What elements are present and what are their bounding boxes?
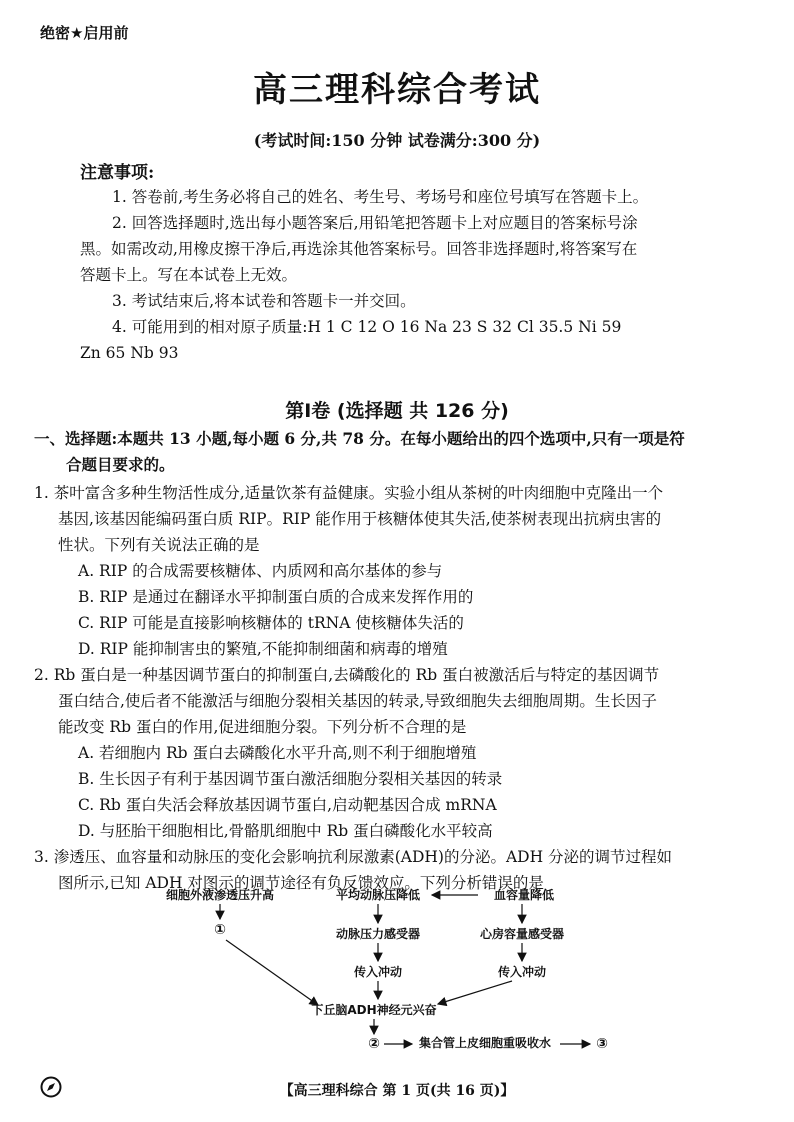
hypothalamus-label: 下丘脑ADH神经元兴奋 [311,1003,437,1017]
node-2-label: ② [368,1036,380,1052]
question-3-stem: 图所示,已知 ADH 对图示的调节途径有负反馈效应。下列分析错误的是 [58,874,544,892]
question-2-stem: 能改变 Rb 蛋白的作用,促进细胞分裂。下列分析不合理的是 [58,718,467,736]
section-instructions: 合题目要求的。 [66,455,175,474]
page-footer: 【高三理科综合 第 1 页(共 16 页)】 [279,1083,515,1099]
afferent-impulse-1-label: 传入冲动 [353,965,403,979]
section-instructions: 一、选择题:本题共 13 小题,每小题 6 分,共 78 分。在每小题给出的四个选项中,只有一项是符 [34,429,685,448]
question-1-option-c: C. RIP 可能是直接影响核糖体的 tRNA 使核糖体失活的 [78,614,464,632]
node-3-label: ③ [596,1036,608,1052]
confidential-label: 绝密★启用前 [40,24,129,42]
question-2-stem: 2. Rb 蛋白是一种基因调节蛋白的抑制蛋白,去磷酸化的 Rb 蛋白被激活后与特定的基因调节 [34,666,660,684]
question-3-stem: 3. 渗透压、血容量和动脉压的变化会影响抗利尿激素(ADH)的分泌。ADH 分泌的调节过程如 [34,848,673,866]
node-1-label: ① [214,922,226,938]
notice-line: 2. 回答选择题时,选出每小题答案后,用铅笔把答题卡上对应题目的答案标号涂 [112,214,638,232]
collecting-duct-label: 集合管上皮细胞重吸收水 [418,1036,552,1050]
osmotic-pressure-label: 细胞外液渗透压升高 [165,888,275,902]
afferent-impulse-2-label: 传入冲动 [497,965,547,979]
question-1-stem: 1. 茶叶富含多种生物活性成分,适量饮茶有益健康。实验小组从茶树的叶肉细胞中克隆出一个 [34,484,664,502]
question-1-stem: 基因,该基因能编码蛋白质 RIP。RIP 能作用于核糖体使其失活,使茶树表现出抗病虫害的 [58,510,662,528]
exam-subtitle: (考试时间:150 分钟 试卷满分:300 分) [253,131,541,150]
notice-line: 3. 考试结束后,将本试卷和答题卡一并交回。 [112,292,416,310]
notice-line: 答题卡上。写在本试卷上无效。 [80,266,298,284]
arrow [438,981,512,1004]
exam-title: 高三理科综合考试 [253,70,541,110]
question-1-option-a: A. RIP 的合成需要核糖体、内质网和高尔基体的参与 [78,562,443,580]
notice-heading: 注意事项: [80,163,155,183]
question-2-option-a: A. 若细胞内 Rb 蛋白去磷酸化水平升高,则不利于细胞增殖 [78,744,477,762]
question-1-stem: 性状。下列有关说法正确的是 [58,536,260,554]
question-2-option-d: D. 与胚胎干细胞相比,骨骼肌细胞中 Rb 蛋白磷酸化水平较高 [78,822,493,840]
mean-pressure-label: 平均动脉压降低 [335,888,421,902]
notice-line: 4. 可能用到的相对原子质量:H 1 C 12 O 16 Na 23 S 32 Cl 35.5 Ni 59 [112,318,622,336]
baroreceptor-label: 动脉压力感受器 [335,927,421,941]
question-2-option-b: B. 生长因子有利于基因调节蛋白激活细胞分裂相关基因的转录 [78,770,503,788]
arrow [226,940,318,1005]
blood-volume-label: 血容量降低 [493,888,555,902]
notice-line: 1. 答卷前,考生务必将自己的姓名、考生号、考场号和座位号填写在答题卡上。 [112,188,649,206]
question-1-option-b: B. RIP 是通过在翻译水平抑制蛋白质的合成来发挥作用的 [78,588,474,606]
notice-line: 黑。如需改动,用橡皮擦干净后,再选涂其他答案标号。回答非选择题时,将答案写在 [80,240,638,258]
section-title: 第Ⅰ卷 (选择题 共 126 分) [285,400,509,422]
atrial-receptor-label: 心房容量感受器 [479,927,565,941]
question-2-option-c: C. Rb 蛋白失活会释放基因调节蛋白,启动靶基因合成 mRNA [78,796,497,814]
question-1-option-d: D. RIP 能抑制害虫的繁殖,不能抑制细菌和病毒的增殖 [78,640,448,658]
notice-line: Zn 65 Nb 93 [80,344,179,362]
question-2-stem: 蛋白结合,使后者不能激活与细胞分裂相关基因的转录,导致细胞失去细胞周期。生长因子 [58,692,657,710]
